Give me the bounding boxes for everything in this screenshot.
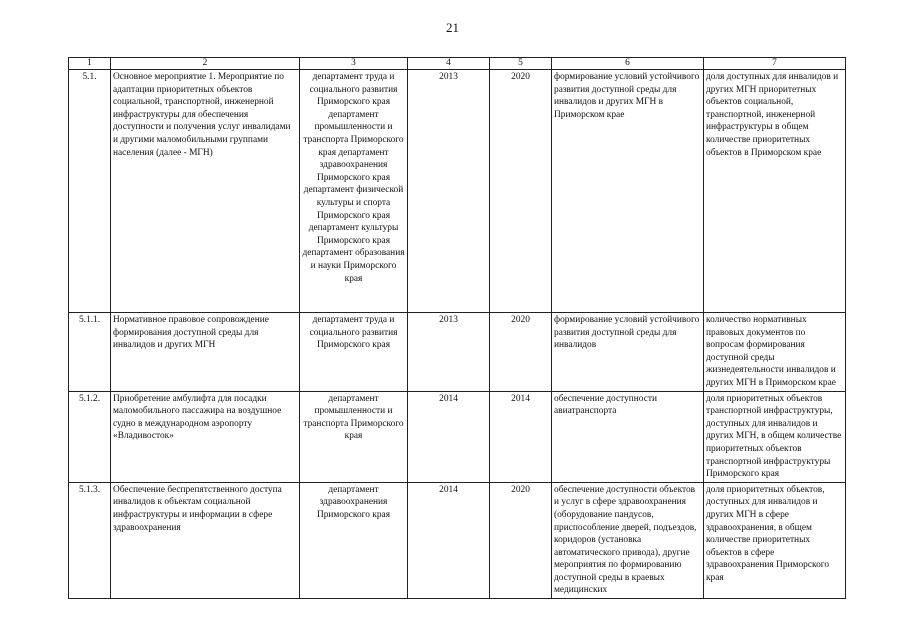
start-year: 2014 <box>408 391 490 482</box>
table-row <box>69 70 846 313</box>
page-number: 21 <box>446 20 459 35</box>
indicator: доля приоритетных объектов транспортной инфраструктуры, доступных для инвалидов и других МГН, в общем количестве приоритетных объектов транспортной инфраструктуры Приморского края <box>704 391 846 482</box>
end-year: 2020 <box>490 482 552 598</box>
end-year: 2020 <box>490 70 552 313</box>
indicator: доля доступных для инвалидов и других МГН приоритетных объектов социальной, транспортной, инженерной инфраструктуры в общем количестве приоритетных объектов в Приморском крае <box>704 70 846 313</box>
header-col-6: 6 <box>552 58 704 70</box>
row-number: 5.1.3. <box>69 482 111 598</box>
executor: департамент труда и социального развития Приморского края департамент промышленности и транспорта Приморского края департамент здравоохранения Приморского края департамент физической культуры и спорта Приморского края департамент культуры Приморского края департамент образования и науки Приморского края <box>300 70 408 313</box>
header-row <box>69 58 846 70</box>
measure-name: Приобретение амбулифта для посадки маломобильного пассажира на воздушное судно в международном аэропорту «Владивосток» <box>111 391 300 482</box>
header-col-3: 3 <box>300 58 408 70</box>
expected-result: обеспечение доступности авиатранспорта <box>552 391 704 482</box>
header-col-7: 7 <box>704 58 846 70</box>
measure-name: Обеспечение беспрепятственного доступа инвалидов к объектам социальной инфраструктуры и информации в сфере здравоохранения <box>111 482 300 598</box>
start-year: 2013 <box>408 70 490 313</box>
executor: департамент труда и социального развития Приморского края <box>300 313 408 392</box>
measures-table <box>68 57 846 599</box>
table-row <box>69 313 846 392</box>
expected-result: формирование условий устойчивого развития доступной среды для инвалидов <box>552 313 704 392</box>
table-row <box>69 391 846 482</box>
start-year: 2013 <box>408 313 490 392</box>
measure-name: Основное мероприятие 1. Мероприятие по адаптации приоритетных объектов социальной, транспортной, инженерной инфраструктуры для обеспечения доступности и получения услуг инвалидами и другими маломобильными группами населения (далее - МГН) <box>111 70 300 313</box>
row-number: 5.1.1. <box>69 313 111 392</box>
expected-result: обеспечение доступности объектов и услуг в сфере здравоохранения (оборудование пандусов, приспособление дверей, подъездов, коридоров (установка автоматического привода), другие мероприятия по формированию доступной среды в краевых медицинских <box>552 482 704 598</box>
table-row <box>69 482 846 598</box>
indicator: количество нормативных правовых документов по вопросам формирования доступной среды жизнедеятельности инвалидов и других МГН в Приморском крае <box>704 313 846 392</box>
end-year: 2020 <box>490 313 552 392</box>
header-col-1: 1 <box>69 58 111 70</box>
row-number: 5.1. <box>69 70 111 313</box>
header-col-2: 2 <box>111 58 300 70</box>
end-year: 2014 <box>490 391 552 482</box>
header-col-5: 5 <box>490 58 552 70</box>
measure-name: Нормативное правовое сопровождение формирования доступной среды для инвалидов и других МГН <box>111 313 300 392</box>
header-col-4: 4 <box>408 58 490 70</box>
executor: департамент здравоохранения Приморского края <box>300 482 408 598</box>
executor: департамент промышленности и транспорта Приморского края <box>300 391 408 482</box>
row-number: 5.1.2. <box>69 391 111 482</box>
expected-result: формирование условий устойчивого развития доступной среды для инвалидов и других МГН в Приморском крае <box>552 70 704 313</box>
indicator: доля приоритетных объектов, доступных для инвалидов и других МГН в сфере здравоохранения, в общем количестве приоритетных объектов в сфере здравоохранения Приморского края <box>704 482 846 598</box>
start-year: 2014 <box>408 482 490 598</box>
